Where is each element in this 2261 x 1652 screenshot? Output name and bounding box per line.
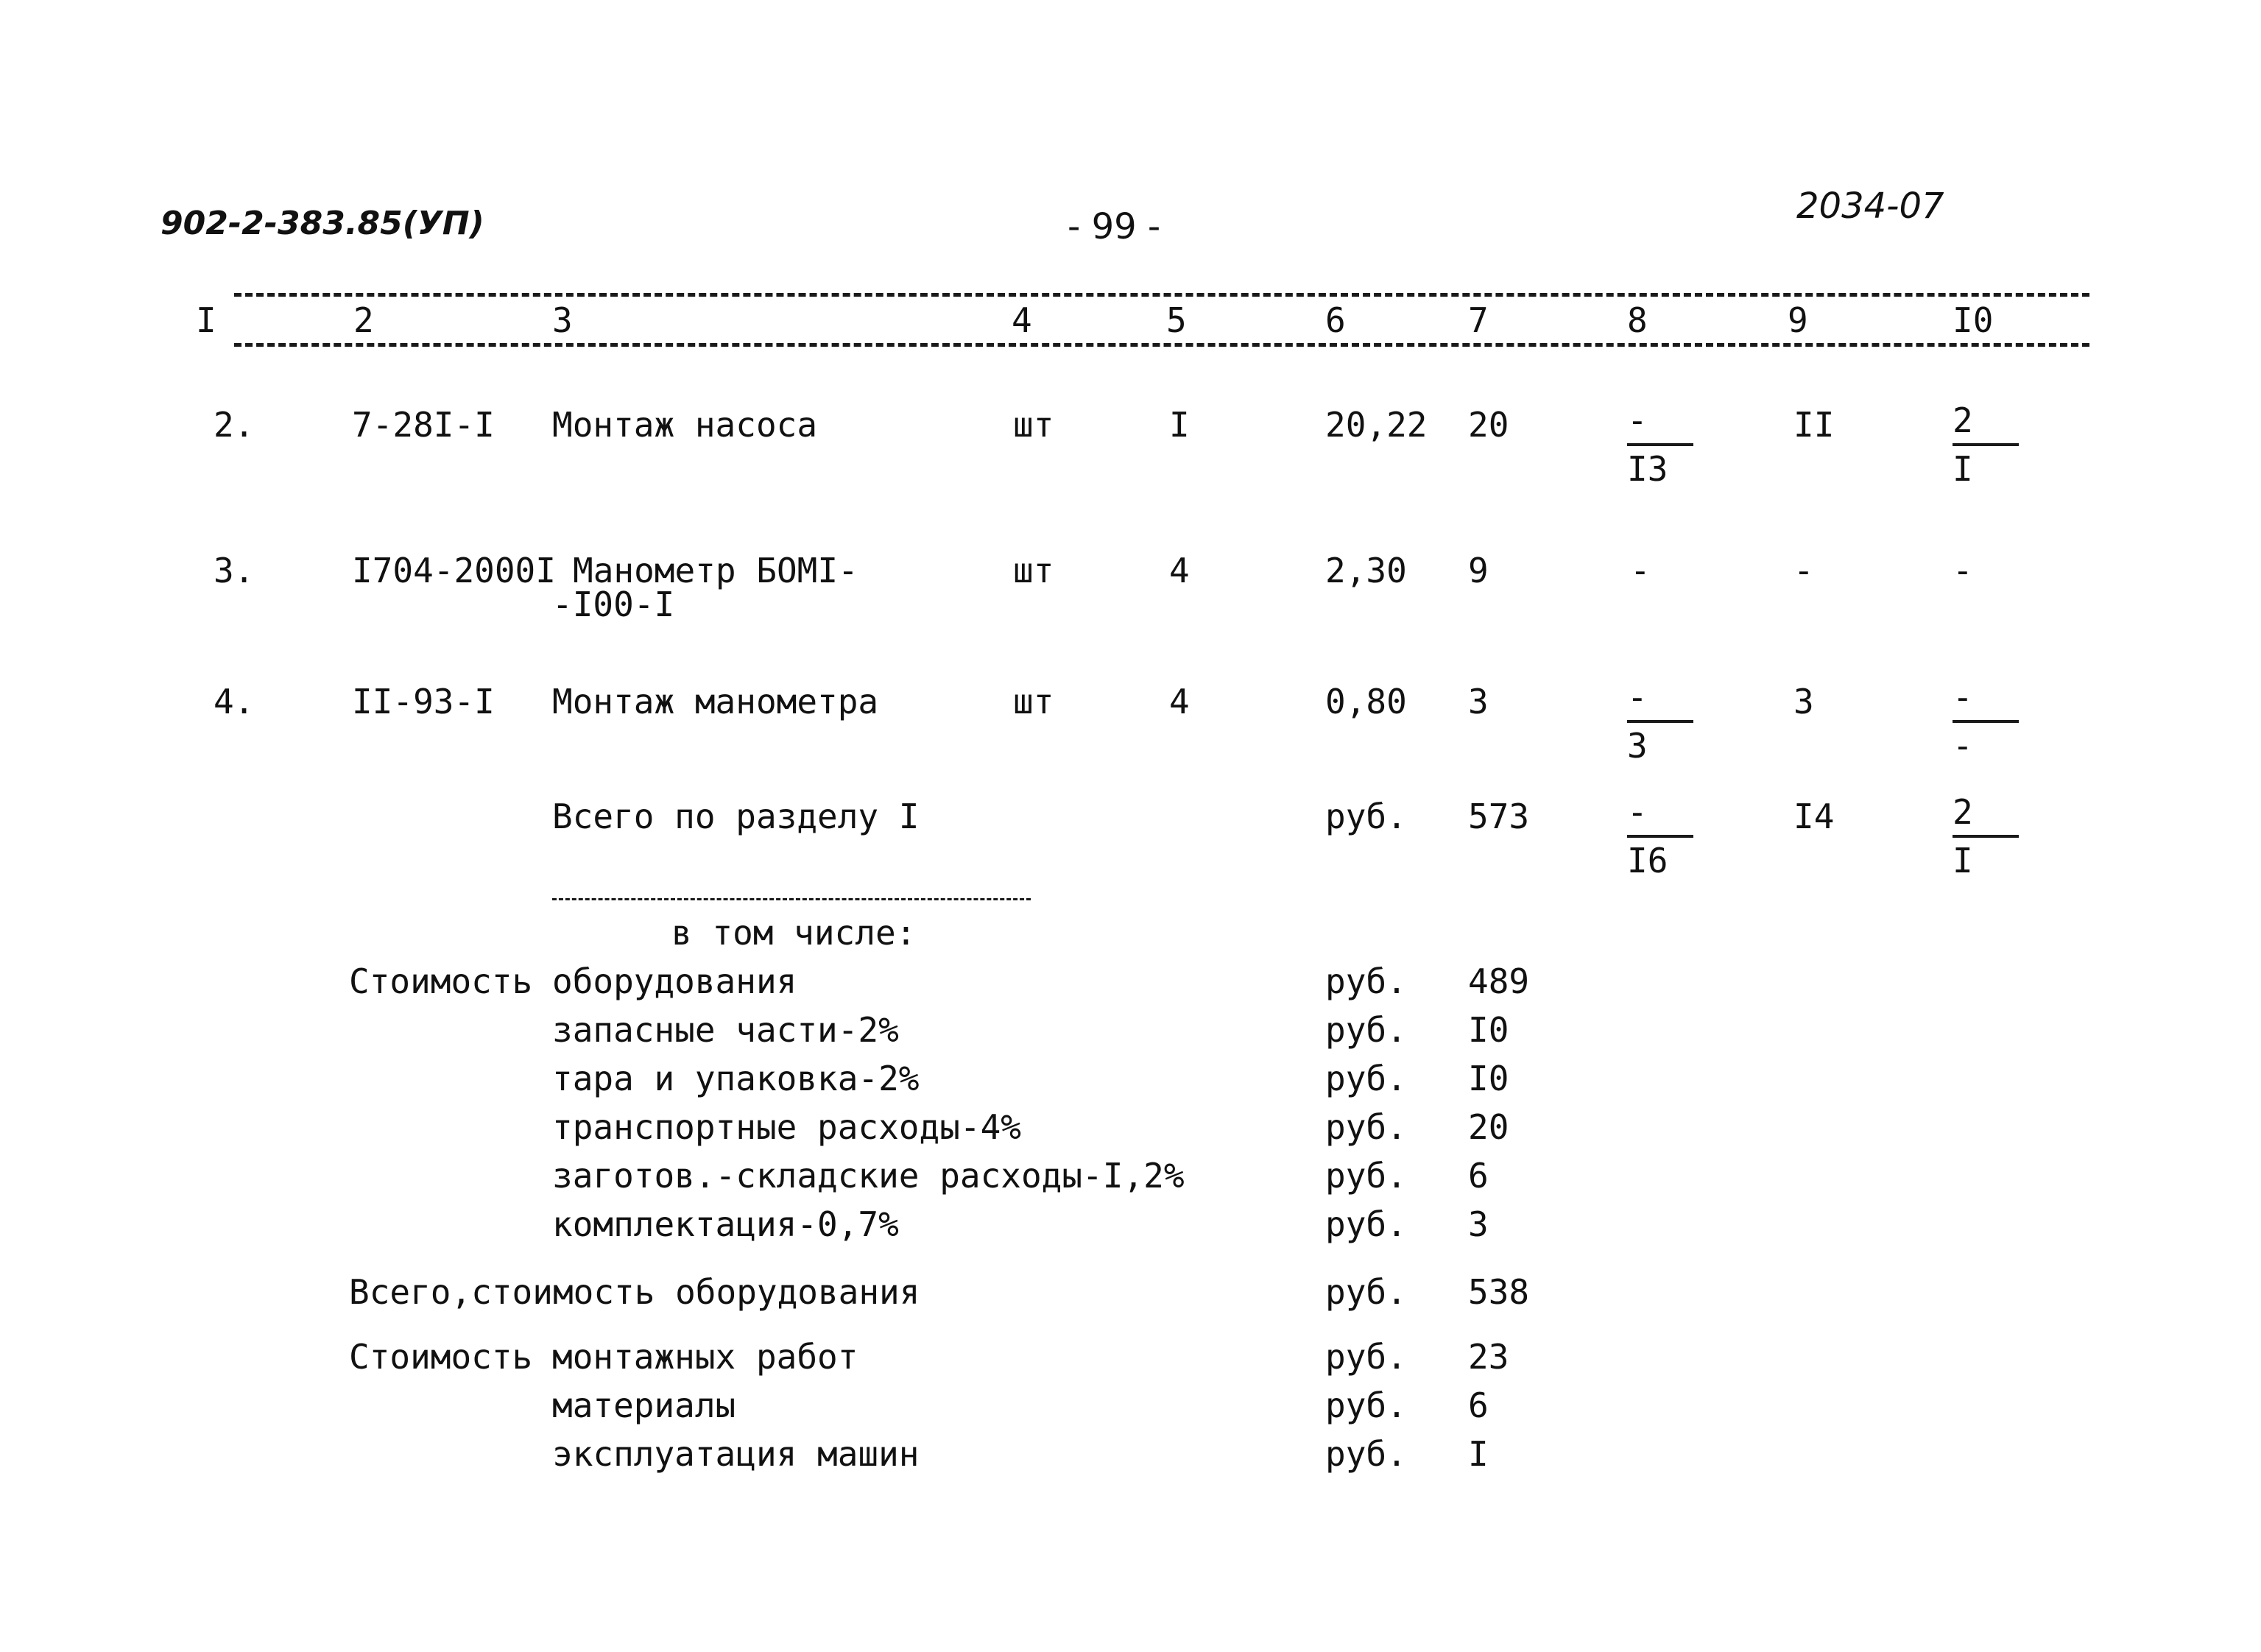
fraction-numerator: 2 [1953, 792, 1973, 832]
breakdown-value: 3 [1468, 1204, 1489, 1244]
row-unit: шт [1013, 405, 1054, 445]
row-col10: - [1953, 551, 1973, 590]
fraction-denominator: I6 [1627, 841, 1668, 880]
fraction-denominator: I [1953, 449, 1973, 489]
fraction-denominator: I3 [1627, 449, 1668, 489]
row-name: Монтаж манометра [552, 682, 879, 721]
row-col8: - [1630, 551, 1651, 590]
column-header-3: 3 [552, 300, 573, 340]
equipment-total-unit: руб. [1325, 1272, 1407, 1312]
breakdown-prefix: Стоимость [349, 961, 533, 1001]
breakdown-value: 20 [1468, 1107, 1509, 1147]
row-quantity: 4 [1169, 682, 1190, 721]
section-divider [552, 898, 1031, 900]
row-code: 7-28I-I [352, 405, 495, 445]
installation-label: эксплуатация машин [552, 1434, 920, 1474]
row-quantity: I [1169, 405, 1190, 445]
row-unit: шт [1013, 682, 1054, 721]
installation-value: 23 [1468, 1337, 1509, 1377]
column-header-10: I0 [1953, 300, 1994, 340]
row-quantity: 4 [1169, 551, 1190, 590]
breakdown-value: I0 [1468, 1010, 1509, 1050]
column-header-8: 8 [1627, 300, 1648, 340]
column-header-9: 9 [1788, 300, 1808, 340]
document-code: 902-2-383.85(УП) [161, 205, 484, 242]
row-unit-price: 0,80 [1325, 682, 1407, 721]
including-label: в том числе: [671, 913, 917, 953]
breakdown-unit: руб. [1325, 1010, 1407, 1050]
fraction-numerator: - [1627, 792, 1648, 832]
column-header-1: I [196, 300, 216, 340]
row-total: 9 [1468, 551, 1489, 590]
column-header-7: 7 [1468, 300, 1489, 340]
breakdown-unit: руб. [1325, 1059, 1407, 1098]
section-total-label: Всего по разделу I [552, 797, 920, 836]
row-code: I704-2000I [352, 551, 556, 590]
fraction-numerator: 2 [1953, 400, 1973, 440]
installation-prefix: Стоимость [349, 1337, 533, 1377]
breakdown-unit: руб. [1325, 961, 1407, 1001]
breakdown-label: оборудования [552, 961, 797, 1001]
breakdown-label: запасные части-2% [552, 1010, 899, 1050]
row-name: Манометр БОМI- [573, 551, 858, 590]
row-total: 3 [1468, 682, 1489, 721]
column-header-4: 4 [1012, 300, 1032, 340]
breakdown-label: заготов.-складские расходы-I,2% [552, 1156, 1185, 1196]
column-header-5: 5 [1166, 300, 1187, 340]
installation-label: монтажных работ [552, 1337, 858, 1377]
header-top-rule [234, 293, 2089, 297]
breakdown-label: тара и упаковка-2% [552, 1059, 920, 1098]
fraction-denominator: 3 [1627, 726, 1648, 766]
breakdown-label: транспортные расходы-4% [552, 1107, 1021, 1147]
section-total-value: 573 [1468, 797, 1530, 836]
row-unit-price: 2,30 [1325, 551, 1407, 590]
installation-value: 6 [1468, 1386, 1489, 1425]
column-header-2: 2 [353, 300, 374, 340]
fraction-denominator: - [1953, 726, 1973, 766]
equipment-total-value: 538 [1468, 1272, 1530, 1312]
fraction-numerator: - [1627, 400, 1648, 440]
equipment-total-label: Всего,стоимость оборудования [349, 1272, 920, 1312]
breakdown-value: I0 [1468, 1059, 1509, 1098]
fraction-bar [1627, 835, 1693, 838]
breakdown-value: 6 [1468, 1156, 1489, 1196]
row-number: 2. [214, 405, 255, 445]
installation-value: I [1468, 1434, 1489, 1474]
fraction-bar [1953, 443, 2019, 446]
breakdown-unit: руб. [1325, 1107, 1407, 1147]
fraction-bar [1953, 835, 2019, 838]
row-number: 4. [214, 682, 255, 721]
row-name: Монтаж насоса [552, 405, 818, 445]
header-bottom-rule [234, 343, 2089, 347]
fraction-bar [1627, 443, 1693, 446]
row-total: 20 [1468, 405, 1509, 445]
fraction-bar [1627, 720, 1693, 723]
section-total-unit: руб. [1325, 797, 1407, 836]
row-unit-price: 20,22 [1325, 405, 1428, 445]
breakdown-label: комплектация-0,7% [552, 1204, 899, 1244]
row-code: II-93-I [352, 682, 495, 721]
section-total-col9: I4 [1793, 797, 1835, 836]
fraction-denominator: I [1953, 841, 1973, 880]
fraction-bar [1953, 720, 2019, 723]
page-number: - 99 - [1068, 206, 1161, 247]
fraction-numerator: - [1627, 677, 1648, 717]
installation-unit: руб. [1325, 1386, 1407, 1425]
breakdown-value: 489 [1468, 961, 1530, 1001]
row-col9: II [1793, 405, 1835, 445]
installation-label: материалы [552, 1386, 736, 1425]
installation-unit: руб. [1325, 1434, 1407, 1474]
row-number: 3. [214, 551, 255, 590]
breakdown-unit: руб. [1325, 1156, 1407, 1196]
installation-unit: руб. [1325, 1337, 1407, 1377]
row-name-continuation: -I00-I [552, 585, 675, 624]
row-col9: 3 [1793, 682, 1814, 721]
breakdown-unit: руб. [1325, 1204, 1407, 1244]
row-unit: шт [1013, 551, 1054, 590]
fraction-numerator: - [1953, 677, 1973, 717]
column-header-6: 6 [1325, 300, 1346, 340]
row-col9: - [1793, 551, 1814, 590]
sheet-code: 2034-07 [1796, 186, 1944, 227]
